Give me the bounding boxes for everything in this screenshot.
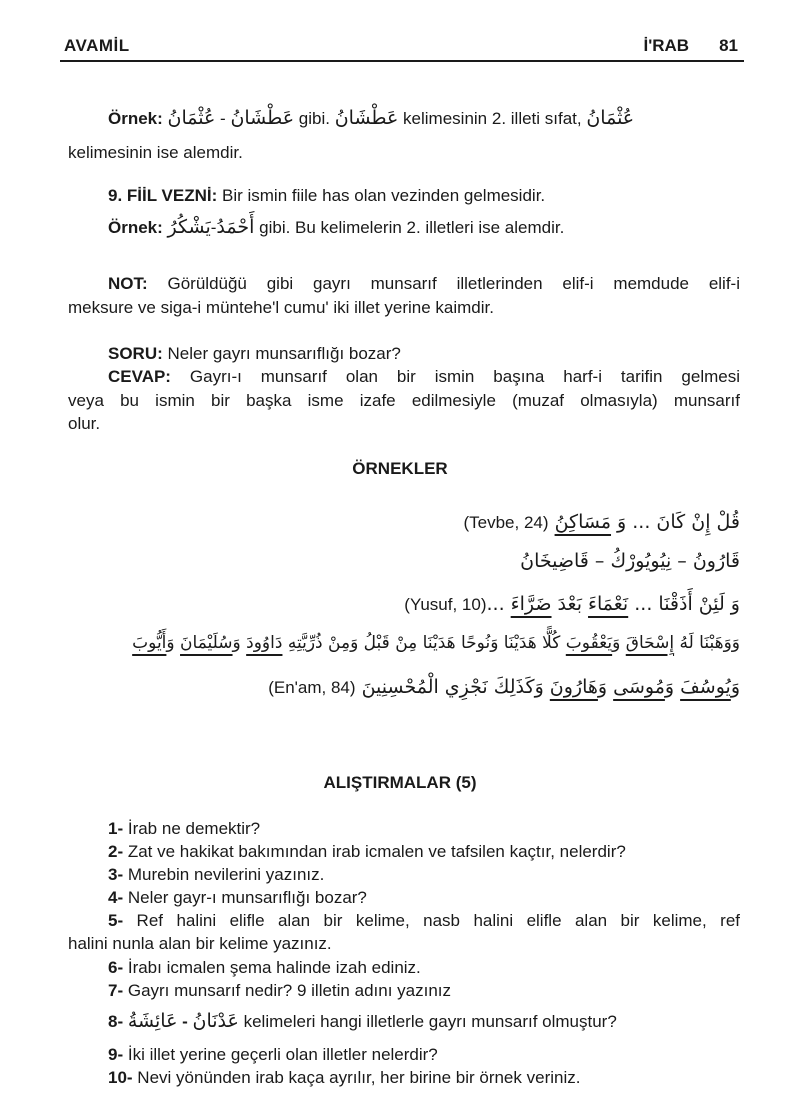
- exercise-text: İrab ne demektir?: [123, 819, 261, 838]
- page-header: [60, 34, 744, 62]
- exercise-text: Murebin nevilerini yazınız.: [123, 865, 325, 884]
- example-label: Örnek:: [108, 109, 163, 128]
- verse-reference: (En'am, 84): [268, 678, 356, 697]
- arabic-word: أَحْمَدُ: [216, 216, 255, 238]
- exercise-number: 7-: [108, 981, 124, 1000]
- arabic-underlined: مَسَاكِنُ: [554, 511, 612, 533]
- dash: -: [177, 1012, 193, 1031]
- exercise-text: Ref halini elifle alan bir kelime, nasb halini elifle alan bir kelime, ref: [123, 911, 740, 930]
- exercise-item: [108, 981, 451, 1001]
- arabic-text: قُلْ إِنْ كَانَ ... وَ: [611, 511, 740, 533]
- answer-line-1: [68, 367, 740, 387]
- exercise-text: İrabı icmalen şema halinde izah ediniz.: [123, 958, 421, 977]
- arabic-word: عُثْمَانُ: [167, 107, 216, 129]
- arabic-example-3: [404, 593, 740, 615]
- arabic-word: عَدْنَانُ: [192, 1010, 239, 1032]
- text: gibi. Bu kelimelerin 2. illetleri ise alemdir.: [254, 218, 565, 237]
- exercise-text: İki illet yerine geçerli olan illetler nelerdir?: [123, 1045, 438, 1064]
- verse-reference: (Yusuf, 10): [404, 595, 487, 614]
- exercise-item: [108, 819, 260, 839]
- exercise-number: 9-: [108, 1045, 124, 1064]
- text: Görüldüğü gibi gayrı munsarıf illetlerinden elif-i memdude elif-i: [147, 274, 740, 293]
- arabic-example-5: [268, 676, 740, 698]
- arabic-example-1: [463, 511, 740, 533]
- page-number: 81: [719, 36, 738, 55]
- fiil-vezni-line: [108, 186, 545, 206]
- arabic-text: وَ: [597, 676, 614, 698]
- arabic-underlined: ضَرَّاءَ: [510, 593, 552, 615]
- answer-line-3: olur.: [68, 414, 101, 433]
- arabic-underlined: يَعْقُوبَ: [565, 633, 613, 653]
- arabic-underlined: يُوسُفَ: [680, 676, 731, 698]
- arabic-word: عَائِشَةُ: [127, 1010, 178, 1032]
- arabic-text: وَكَذَلِكَ نَجْزِي الْمُحْسِنِينَ: [355, 676, 550, 698]
- section-label: 9. FİİL VEZNİ:: [108, 186, 218, 205]
- text: Gayrı-ı munsarıf olan bir ismin başına harf-i tarifin gelmesi: [170, 367, 740, 386]
- text: Bir ismin fiile has olan vezinden gelmesidir.: [217, 186, 546, 205]
- example-line-2: [108, 216, 564, 238]
- arabic-example-4: [132, 633, 740, 653]
- exercise-number: 4-: [108, 888, 124, 907]
- arabic-text: كُلًّا هَدَيْنَا وَنُوحًا هَدَيْنَا مِنْ قَبْلُ وَمِنْ ذُرِّيَّتِهِ: [282, 633, 566, 653]
- example-label: Örnek:: [108, 218, 163, 237]
- header-book-title: AVAMİL: [64, 36, 130, 55]
- example-line-1-cont: kelimesinin ise alemdir.: [68, 143, 243, 162]
- answer-label: CEVAP:: [108, 367, 171, 386]
- example-line-1: [108, 107, 634, 129]
- question-line: [108, 344, 401, 364]
- arabic-underlined: نَعْمَاءَ: [588, 593, 629, 615]
- arabic-word: عَطْشَانُ: [334, 107, 399, 129]
- note-line-1: [68, 274, 740, 294]
- exercise-number: 10-: [108, 1068, 133, 1087]
- dash: -: [215, 109, 231, 128]
- arabic-underlined: إِسْحَاقَ: [625, 633, 675, 653]
- answer-line-2: veya bu ismin bir başka isme izafe edilmesiyle (muzaf olmasıyla) munsarıf: [68, 391, 740, 410]
- text: Neler gayrı munsarıflığı bozar?: [162, 344, 401, 363]
- exercise-item: [108, 1068, 580, 1088]
- exercise-item: [108, 842, 626, 862]
- arabic-text: وَ: [232, 633, 247, 653]
- exercise-number: 2-: [108, 842, 124, 861]
- exercise-text: Gayrı munsarıf nedir? 9 illetin adını yazınız: [123, 981, 451, 1000]
- exercise-text-cont: halini nunla alan bir kelime yazınız.: [68, 934, 332, 953]
- arabic-text: وَوَهَبْنَا لَهُ: [674, 633, 740, 653]
- text: kelimesinin 2. illeti sıfat,: [398, 109, 587, 128]
- examples-heading: ÖRNEKLER: [352, 459, 448, 478]
- question-label: SORU:: [108, 344, 163, 363]
- exercise-item: [108, 888, 367, 908]
- exercise-item: [108, 1010, 617, 1032]
- exercise-number: 5-: [108, 911, 124, 930]
- arabic-text: بَعْدَ: [551, 593, 589, 615]
- exercise-number: 1-: [108, 819, 124, 838]
- arabic-text: وَ: [730, 676, 740, 698]
- arabic-underlined: سُلَيْمَانَ: [180, 633, 233, 653]
- exercise-text: Nevi yönünden irab kaça ayrılır, her birine bir örnek veriniz.: [132, 1068, 581, 1087]
- arabic-word: يَشْكُرُ: [167, 216, 211, 238]
- arabic-text: وَ لَئِنْ أَذَقْنَا ...: [628, 593, 740, 615]
- arabic-underlined: أَيُّوبَ: [132, 633, 167, 653]
- arabic-underlined: دَاوُودَ: [246, 633, 283, 653]
- note-line-2: meksure ve siga-i müntehe'l cumu' iki illet yerine kaimdir.: [68, 298, 494, 317]
- exercise-number: 3-: [108, 865, 124, 884]
- exercise-text: Neler gayr-ı munsarıflığı bozar?: [123, 888, 367, 907]
- note-label: NOT:: [108, 274, 148, 293]
- arabic-underlined: هَارُونَ: [549, 676, 598, 698]
- text: gibi.: [294, 109, 335, 128]
- arabic-text: وَ: [664, 676, 681, 698]
- arabic-example-2: [520, 550, 740, 572]
- exercise-item: [68, 911, 740, 931]
- dash: -: [210, 218, 217, 237]
- exercise-item: [108, 865, 324, 885]
- header-right: [643, 36, 738, 56]
- exercise-number: 6-: [108, 958, 124, 977]
- exercises-heading: ALIŞTIRMALAR (5): [323, 773, 477, 792]
- exercise-text: kelimeleri hangi illetlerle gayrı munsarıf olmuştur?: [238, 1012, 617, 1031]
- arabic-text: ...: [486, 593, 511, 615]
- arabic-text: قَارُونُ – نِيُويُورْكُ – قَاضِيخَانُ: [520, 550, 740, 572]
- verse-reference: (Tevbe, 24): [463, 513, 549, 532]
- exercise-item: [108, 958, 421, 978]
- arabic-text: وَ: [166, 633, 181, 653]
- arabic-word: عُثْمَانُ: [586, 107, 635, 129]
- exercise-number: 8-: [108, 1012, 124, 1031]
- arabic-underlined: مُوسَى: [613, 676, 665, 698]
- arabic-text: وَ: [612, 633, 626, 653]
- exercise-text: Zat ve hakikat bakımından irab icmalen ve tafsilen kaçtır, nelerdir?: [123, 842, 626, 861]
- header-chapter: İ'RAB: [643, 36, 690, 55]
- arabic-word: عَطْشَانُ: [230, 107, 295, 129]
- exercise-item: [108, 1045, 438, 1065]
